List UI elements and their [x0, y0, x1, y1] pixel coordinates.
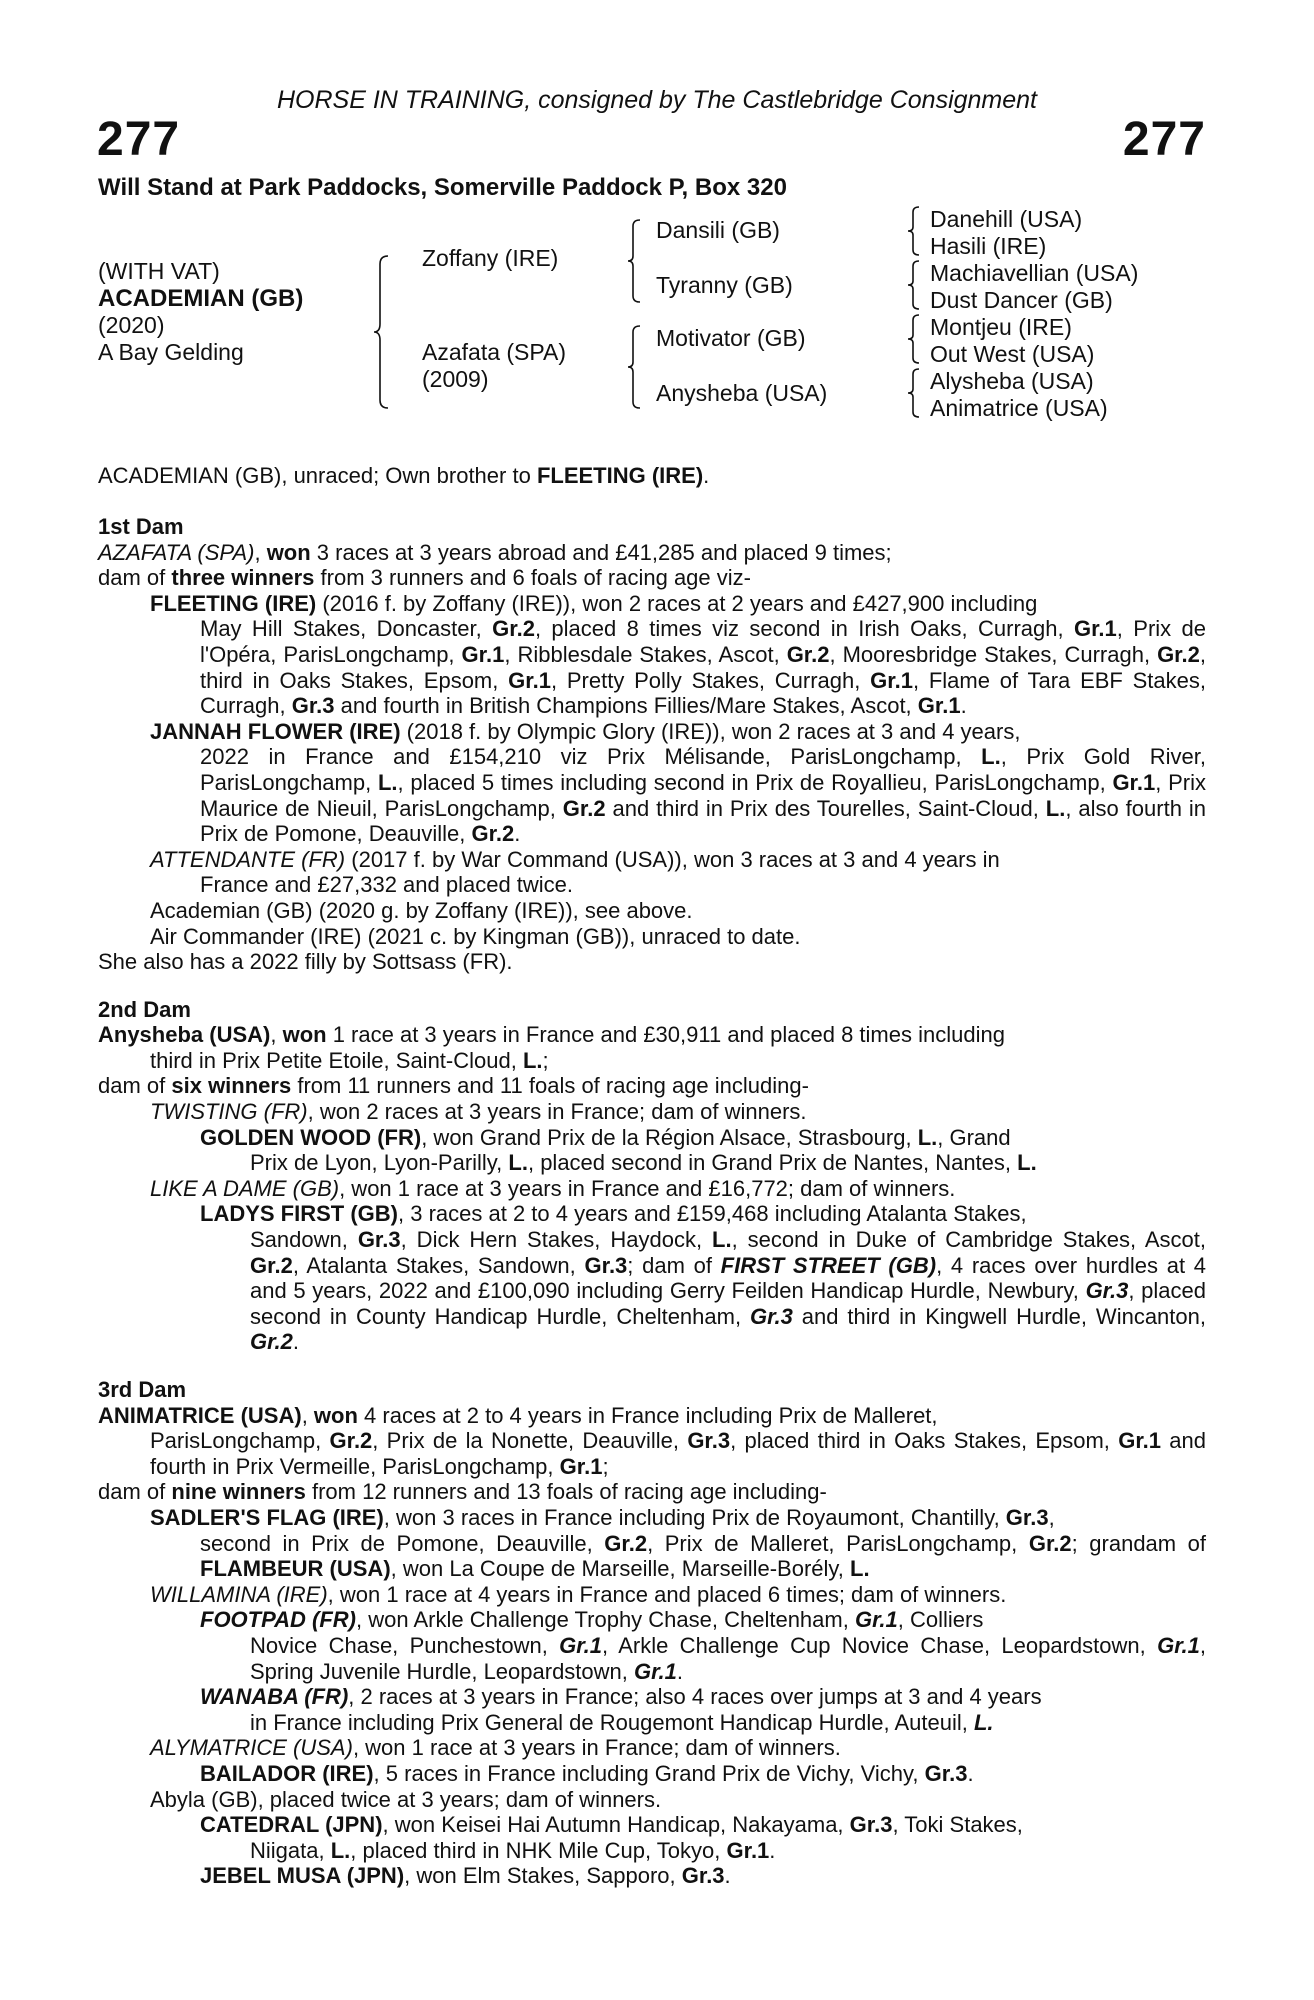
dam: Azafata (SPA): [422, 339, 567, 365]
third-dam-heading: 3rd Dam: [98, 1377, 187, 1402]
foaling-year: (2020): [98, 312, 165, 338]
gg-ancestor: Machiavellian (USA): [930, 260, 1139, 286]
dam-produce-record: 1st Dam AZAFATA (SPA), won 3 races at 3 years abroad and £41,285 and placed 9 times; dam of three winners from 3 runners and 6 foals of racing age viz- FLEETING (IRE) (2016 f. by Zoffany (IRE)), won 2 races at 2 years and £427,900 including May Hill Stakes, Doncaster, Gr.2, placed 8 times viz second in Irish Oaks, Curragh, Gr.1, Prix de l'Opéra, ParisLongchamp, Gr.1, Ribblesdale Stakes, Ascot, Gr.2, Mooresbridge Stakes, Curragh, Gr.2, third in Oaks Stakes, Epsom, Gr.1, Pretty Polly Stakes, Curragh, Gr.1, Flame of Tara EBF Stakes, Curragh, Gr.3 and fourth in British Champions Fillies/Mare Stakes, Ascot, Gr.1. JANNAH FLOWER (IRE) (2018 f. by Olympic Glory (IRE)), won 2 races at 3 and 4 years, 2022 in France and £154,210 viz Prix Mélisande, ParisLongchamp, L., Prix Gold River, ParisLongchamp, L., placed 5 times including second in Prix de Royallieu, ParisLongchamp, Gr.1, Prix Maurice de Nieuil, ParisLongchamp, Gr.2 and third in Prix des Tourelles, Saint-Cloud, L., also fourth in Prix de Pomone, Deauville, Gr.2. ATTENDANTE (FR) (2017 f. by War Command (USA)), won 3 races at 3 and 4 years in France and £27,332 and placed twice. Academian (GB) (2020 g. by Zoffany (IRE)), see above. Air Commander (IRE) (2021 c. by Kingman (GB)), unraced to date. She also has a 2022 filly by Sottsass (FR). 2nd Dam Anysheba (USA), won 1 race at 3 years in France and £30,911 and placed 8 times including third in Prix Petite Etoile, Saint-Cloud, L.; dam of six winners from 11 runners and 11 foals of racing age including- TWISTING (FR), won 2 races at 3 years in France; dam of winners. GOLDEN WOOD (FR), won Grand Prix de la Région Alsace, Strasbourg, L., Grand Prix de Lyon, Lyon-Parilly, L., placed second in Grand Prix de Nantes, Nantes, L. LIKE A DAME (GB), won 1 race at 3 years in France and £16,772; dam of winners. LADYS FIRST (GB), 3 races at 2 to 4 years and £159,468 including Atalanta Stakes, Sandown, Gr.3, Dick Hern Stakes, Haydock, L., second in Duke of Cambridge Stakes, Ascot, Gr.2, Atalanta Stakes, Sandown, Gr.3; dam of FIRST STREET (GB), 4 races over hurdles at 4 and 5 years, 2022 and £100,090 including Gerry Feilden Handicap Hurdle, Newbury, Gr.3, placed second in County Handicap Hurdle, Cheltenham, Gr.3 and third in Kingwell Hurdle, Wincanton, Gr.2. 3rd Dam ANIMATRICE (USA), won 4 races at 2 to 4 years in France including Prix de Malleret, ParisLongchamp, Gr.2, Prix de la Nonette, Deauville, Gr.3, placed third in Oaks Stakes, Epsom, Gr.1 and fourth in Prix Vermeille, ParisLongchamp, Gr.1; dam of nine winners from 12 runners and 13 foals of racing age including- SADLER'S FLAG (IRE), won 3 races in France including Prix de Royaumont, Chantilly, Gr.3, second in Prix de Pomone, Deauville, Gr.2, Prix de Malleret, ParisLongchamp, Gr.2; grandam of FLAMBEUR (USA), won La Coupe de Marseille, Marseille-Borély, L. WILLAMINA (IRE), won 1 race at 4 years in France and placed 6 times; dam of winners. FOOTPAD (FR), won Arkle Challenge Trophy Chase, Cheltenham, Gr.1, Colliers Novice Chase, Punchestown, Gr.1, Arkle Challenge Cup Novice Chase, Leopardstown, Gr.1, Spring Juvenile Hurdle, Leopardstown, Gr.1. WANABA (FR), 2 races at 3 years in France; also 4 races over jumps at 3 and 4 years in France including Prix General de Rougemont Handicap Hurdle, Auteuil, L. ALYMATRICE (USA), won 1 race at 3 years in France; dam of winners. BAILADOR (IRE), 5 races in France including Grand Prix de Vichy, Vichy, Gr.3. Abyla (GB), placed twice at 3 years; dam of winners. CATEDRAL (JPN), won Keisei Hai Autumn Handicap, Nakayama, Gr.3, Toki Stakes, Niigata, L., placed third in NHK Mile Cup, Tokyo, Gr.1. JEBEL MUSA (JPN), won Elm Stakes, Sapporo, Gr.3.: [98, 514, 1207, 1889]
dam-year: (2009): [422, 366, 489, 392]
produce-attendante: ATTENDANTE (FR) (2017 f. by War Command (USA)), won 3 races at 3 and 4 years in: [150, 846, 1000, 872]
gg-ancestor: Alysheba (USA): [930, 368, 1094, 394]
brace-gg1: [906, 204, 924, 258]
dam-dam: Anysheba (USA): [656, 380, 828, 406]
gg-ancestor: Dust Dancer (GB): [930, 287, 1113, 313]
consignment-line: HORSE IN TRAINING, consigned by The Castlebridge Consignment: [276, 86, 1038, 114]
horse-name: ACADEMIAN (GB): [98, 285, 304, 312]
gg-ancestor: Out West (USA): [930, 341, 1095, 367]
second-dam-heading: 2nd Dam: [98, 996, 191, 1022]
gg-ancestor: Hasili (IRE): [930, 233, 1047, 259]
produce-air-commander: Air Commander (IRE) (2021 c. by Kingman (GB)), unraced to date.: [150, 923, 801, 949]
intro-line: ACADEMIAN (GB), unraced; Own brother to FLEETING (IRE).: [98, 463, 710, 488]
lot-number-left: 277: [97, 113, 181, 166]
first-dam-heading: 1st Dam: [98, 514, 184, 539]
first-dam-record: AZAFATA (SPA), won 3 races at 3 years abroad and £41,285 and placed 9 times;: [98, 539, 892, 565]
sire: Zoffany (IRE): [422, 245, 559, 271]
dam-sire: Motivator (GB): [656, 325, 806, 351]
brace-dam: [626, 322, 646, 412]
gg-ancestor: Animatrice (USA): [930, 395, 1108, 421]
horse-description: A Bay Gelding: [98, 339, 244, 365]
stand-location: Will Stand at Park Paddocks, Somerville Paddock P, Box 320: [98, 174, 787, 201]
third-dam-record: ANIMATRICE (USA), won 4 races at 2 to 4 years in France including Prix de Malleret,: [98, 1402, 938, 1428]
produce-academian: Academian (GB) (2020 g. by Zoffany (IRE)), see above.: [150, 897, 693, 923]
vat-status: (WITH VAT): [98, 258, 220, 284]
sire-dam: Tyranny (GB): [656, 272, 793, 298]
brace-gg3: [906, 312, 924, 366]
produce-jannah-flower: JANNAH FLOWER (IRE) (2018 f. by Olympic Glory (IRE)), won 2 races at 3 and 4 years,: [150, 718, 1021, 744]
brace-main: [372, 252, 396, 412]
brace-gg4: [906, 366, 924, 420]
lot-number-right: 277: [1122, 113, 1206, 166]
second-dam-record: Anysheba (USA), won 1 race at 3 years in France and £30,911 and placed 8 times including: [98, 1022, 1005, 1048]
brace-sire: [626, 216, 646, 306]
produce-fleeting: FLEETING (IRE) (2016 f. by Zoffany (IRE)), won 2 races at 2 years and £427,900 including: [150, 590, 1038, 616]
brace-gg2: [906, 258, 924, 312]
sire-sire: Dansili (GB): [656, 217, 780, 243]
gg-ancestor: Danehill (USA): [930, 206, 1083, 232]
gg-ancestor: Montjeu (IRE): [930, 314, 1072, 340]
